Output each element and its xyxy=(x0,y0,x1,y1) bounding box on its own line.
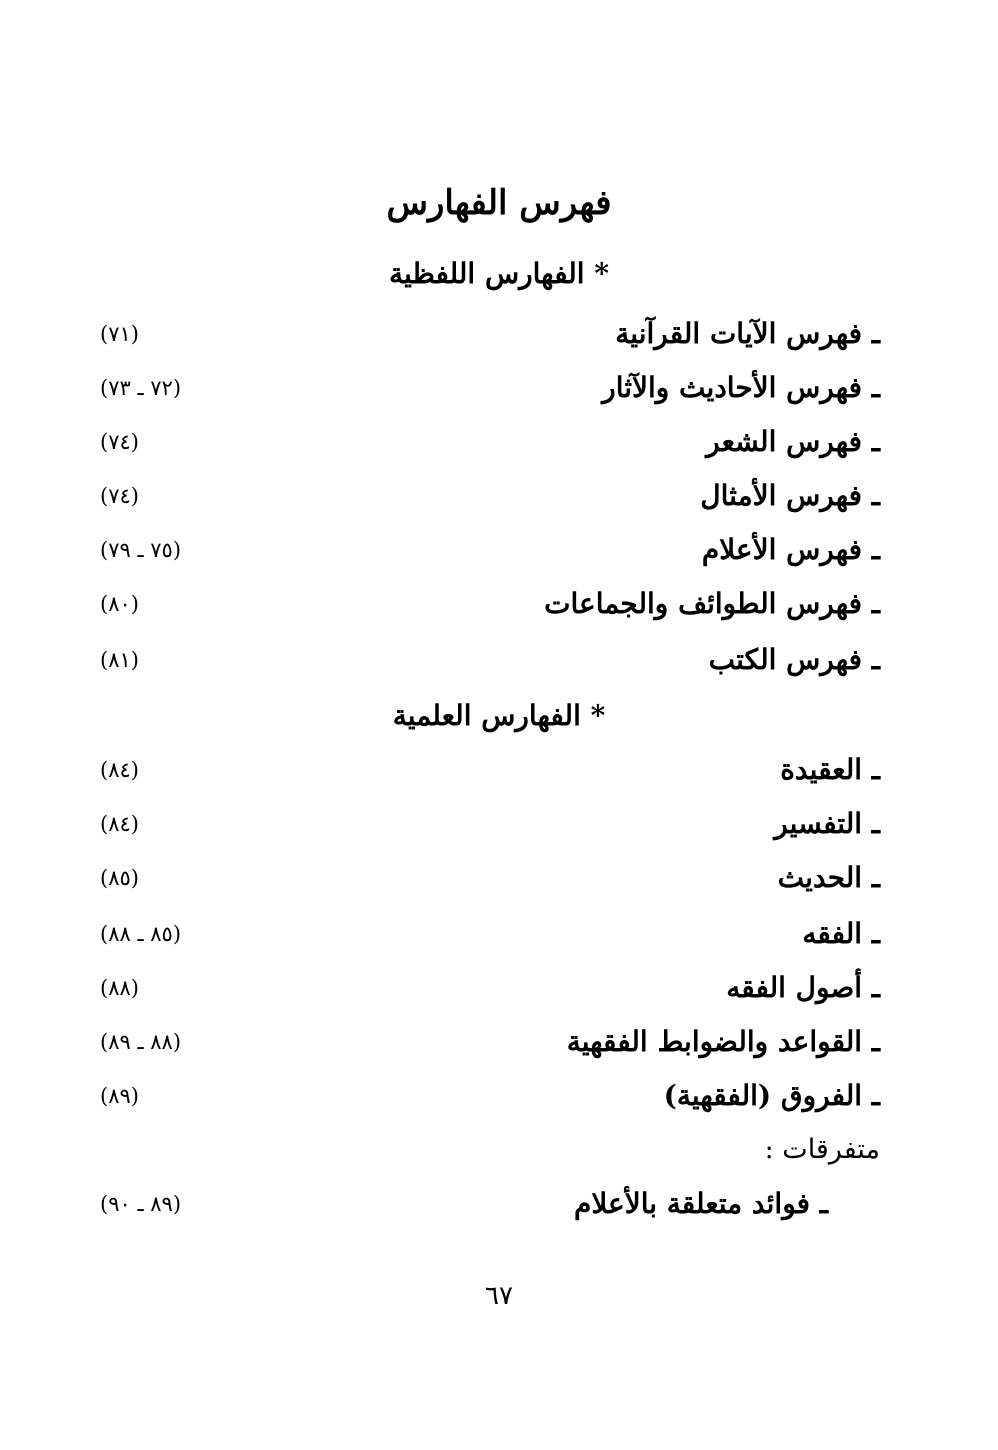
entry-label: ـ الفروق (الفقهية) xyxy=(663,1079,880,1112)
entry-pages: (٧٤) xyxy=(100,484,139,508)
entry-pages: (٨٩ ـ ٩٠) xyxy=(100,1192,182,1216)
index-entry xyxy=(100,638,880,682)
entry-pages: (٨٨) xyxy=(100,976,139,1000)
entry-label: ـ فوائد متعلقة بالأعلام xyxy=(573,1187,828,1220)
index-entry xyxy=(100,420,880,464)
entry-label: ـ الحديث xyxy=(777,861,880,894)
entry-label: ـ التفسير xyxy=(774,807,880,840)
page-number: ٦٧ xyxy=(485,1281,513,1311)
entry-pages: (٧١) xyxy=(100,322,139,346)
entry-pages: (٨٤) xyxy=(100,812,139,836)
index-entry xyxy=(100,1020,880,1064)
entry-label: ـ العقيدة xyxy=(780,753,880,786)
entry-pages: (٧٥ ـ ٧٩) xyxy=(100,538,182,562)
entry-label: ـ فهرس الأعلام xyxy=(701,533,880,566)
entry-pages: (٨٩) xyxy=(100,1084,139,1108)
entry-label: ـ فهرس الشعر xyxy=(706,425,880,458)
entry-pages: (٨٤) xyxy=(100,758,139,782)
entry-label: ـ فهرس الكتب xyxy=(708,643,880,676)
index-entry xyxy=(100,312,880,356)
index-entry xyxy=(100,748,880,792)
index-entry xyxy=(100,802,880,846)
index-entry xyxy=(100,856,880,900)
entry-label: ـ فهرس الأمثال xyxy=(700,479,880,512)
entry-pages: (٧٤) xyxy=(100,430,139,454)
entry-label: ـ الفقه xyxy=(802,917,880,950)
entry-pages: (٧٢ ـ ٧٣) xyxy=(100,376,182,400)
entry-label: ـ القواعد والضوابط الفقهية xyxy=(566,1025,880,1058)
entry-pages: (٨١) xyxy=(100,648,139,672)
index-entry xyxy=(100,1074,880,1118)
entry-pages: (٨٨ ـ ٨٩) xyxy=(100,1030,182,1054)
section-heading-scientific: * الفهارس العلمية xyxy=(392,699,606,732)
entry-label: ـ أصول الفقه xyxy=(726,971,880,1004)
index-entry xyxy=(100,528,880,572)
index-entry xyxy=(100,474,880,518)
entry-pages: (٨٥) xyxy=(100,866,139,890)
entry-label: ـ فهرس الآيات القرآنية xyxy=(615,317,880,350)
index-entry xyxy=(100,966,880,1010)
entry-pages: (٨٥ ـ ٨٨) xyxy=(100,922,182,946)
page-title: فهرس الفهارس xyxy=(386,183,612,223)
index-entry xyxy=(100,366,880,410)
index-entry xyxy=(100,912,880,956)
index-entry xyxy=(100,1182,880,1226)
entry-label: ـ فهرس الطوائف والجماعات xyxy=(544,587,880,620)
section-heading-lexical: * الفهارس اللفظية xyxy=(389,257,609,290)
entry-label: ـ فهرس الأحاديث والآثار xyxy=(602,371,880,404)
misc-heading: متفرقات : xyxy=(764,1134,880,1165)
entry-pages: (٨٠) xyxy=(100,592,139,616)
index-entry xyxy=(100,582,880,626)
